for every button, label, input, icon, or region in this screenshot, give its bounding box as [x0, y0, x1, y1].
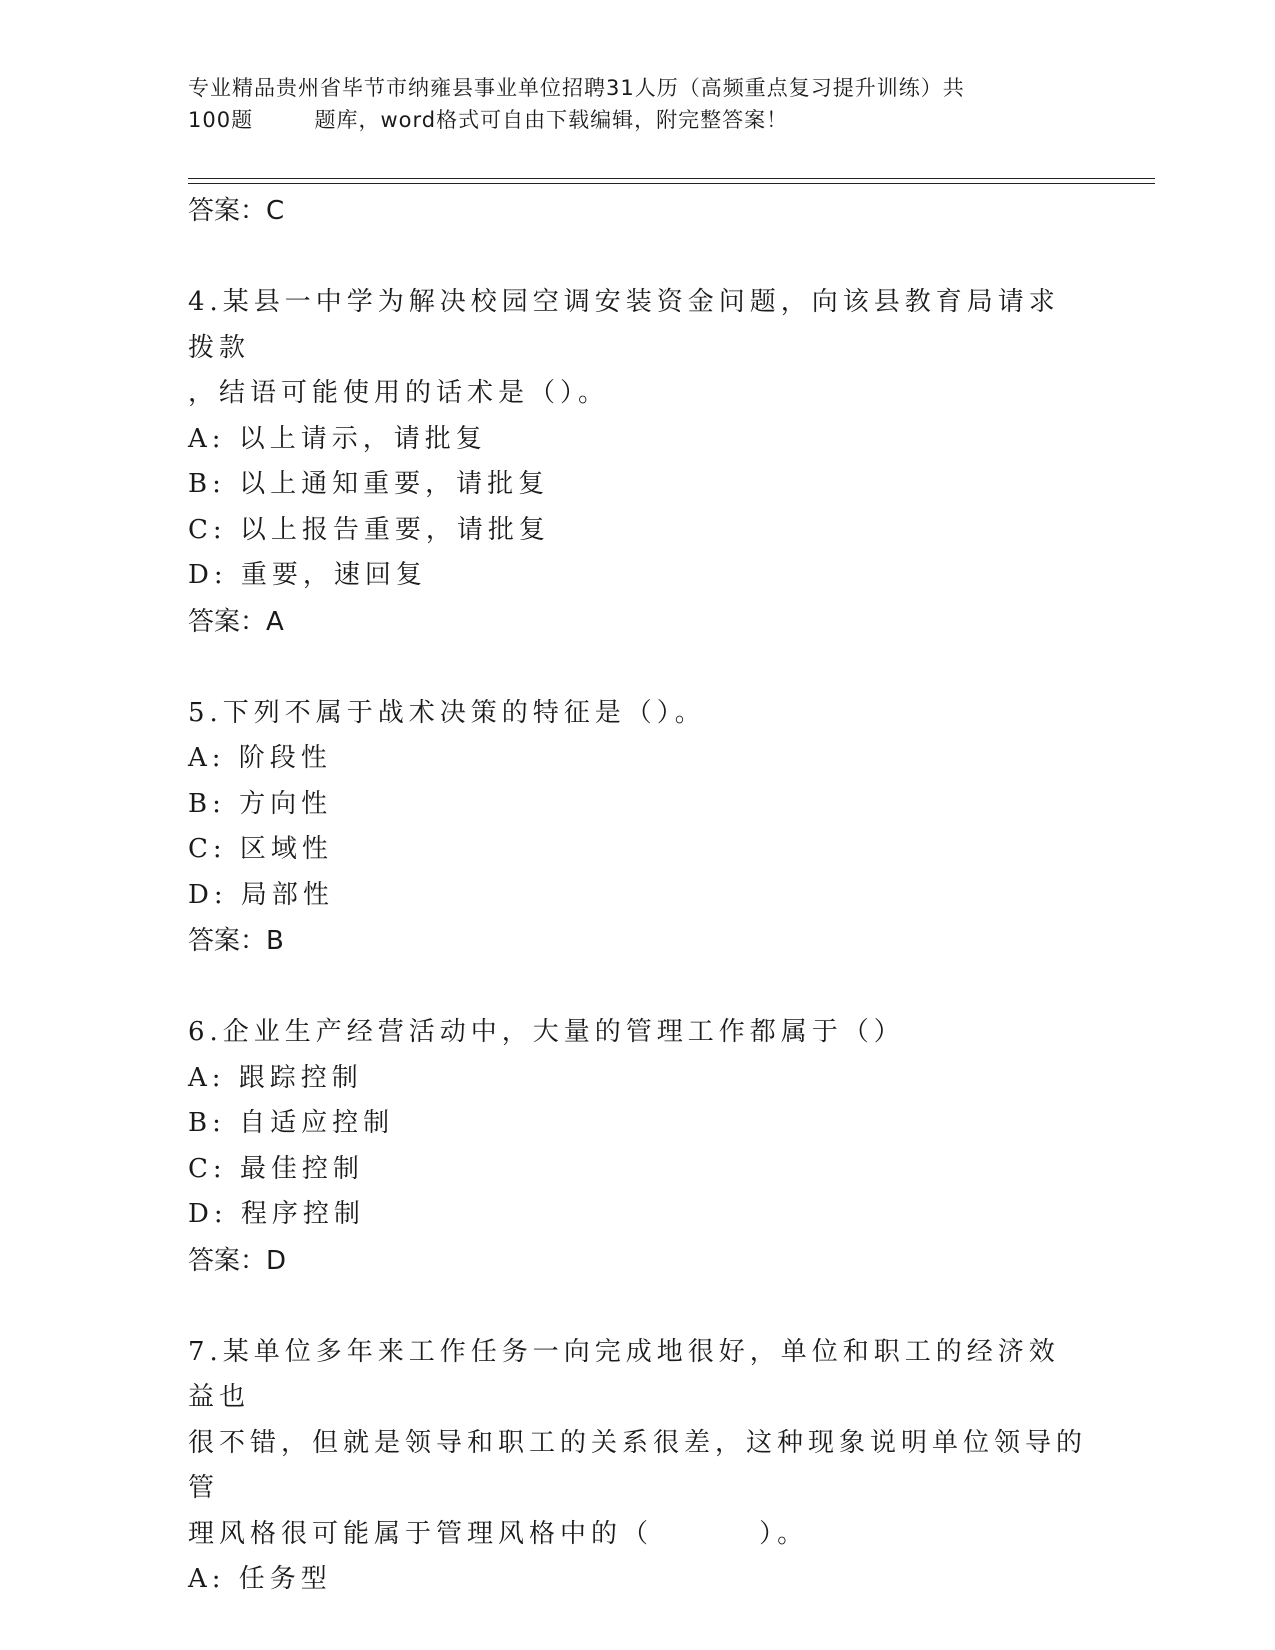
- question-stem-line: 5.下列不属于战术决策的特征是（）。: [188, 697, 706, 728]
- header-divider-top: [188, 178, 1155, 179]
- question-block: [188, 1010, 1088, 1284]
- answer-line: 答案：C: [188, 196, 285, 226]
- question-stem-line: 6.企业生产经营活动中，大量的管理工作都属于（）: [188, 1017, 905, 1047]
- question-stem-line: 很不错，但就是领导和职工的关系很差，这种现象说明单位领导的管: [188, 1427, 1088, 1503]
- header-divider-bottom: [188, 183, 1155, 184]
- answer-line: 答案：A: [188, 606, 284, 637]
- question-stem-line: ，结语可能使用的话术是（）。: [188, 378, 610, 408]
- answer-line: 答案：B: [188, 926, 284, 956]
- question-list: [188, 188, 1088, 1603]
- option-b: B: 以上通知重要，请批复: [188, 469, 550, 499]
- option-c: C: 以上报告重要，请批复: [188, 514, 550, 545]
- question-stem-line: 7.某单位多年来工作任务一向完成地很好，单位和职工的经济效益也: [188, 1336, 1060, 1412]
- spacer: [188, 234, 1088, 280]
- question-stem-line: 理风格很可能属于管理风格中的（ ）。: [188, 1518, 809, 1549]
- spacer: [188, 645, 1088, 691]
- document-header: [188, 72, 1088, 136]
- header-line-2: 100题 题库，word格式可自由下载编辑，附完整答案！: [188, 108, 789, 132]
- option-c: C: 区域性: [188, 834, 333, 864]
- option-a: A: 阶段性: [188, 743, 332, 773]
- option-d: D: 程序控制: [188, 1199, 365, 1229]
- option-c: C: 最佳控制: [188, 1153, 364, 1184]
- option-b: B: 自适应控制: [188, 1108, 395, 1138]
- option-a: A: 以上请示，请批复: [188, 423, 487, 454]
- question-stem-line: 4.某县一中学为解决校园空调安装资金问题，向该县教育局请求拨款: [188, 287, 1060, 363]
- spacer: [188, 1284, 1088, 1330]
- option-a: A: 跟踪控制: [188, 1062, 363, 1093]
- option-d: D: 重要，速回复: [188, 560, 427, 590]
- question-block: [188, 691, 1088, 965]
- option-b: B: 方向性: [188, 788, 333, 819]
- question-block: [188, 1330, 1088, 1603]
- option-a: A: 任务型: [188, 1564, 332, 1594]
- question-block: [188, 280, 1088, 645]
- answer-line: 答案：D: [188, 1245, 287, 1276]
- option-d: D: 局部性: [188, 879, 334, 910]
- header-line-1: 专业精品贵州省毕节市纳雍县事业单位招聘31人历（高频重点复习提升训练）共: [188, 76, 965, 100]
- spacer: [188, 964, 1088, 1010]
